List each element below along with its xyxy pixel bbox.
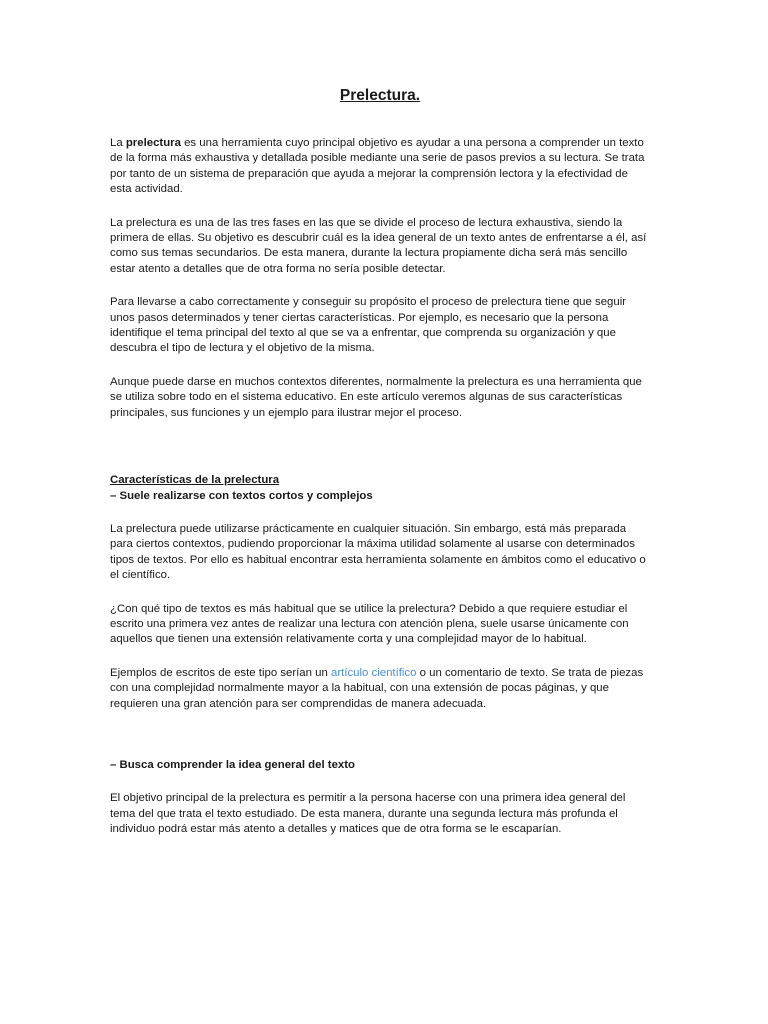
sub1-paragraph-3 [110,666,650,712]
document-page [110,86,650,838]
sub1-p3-rest: o un comentario de texto. Se trata de piezas con una complejidad normalmente mayor a la habitual, con una extensión de pocas páginas, y que requieren una gran atención para ser comprendidas de manera adecuada. [110,666,644,710]
intro-paragraph-1 [110,136,650,198]
intro-paragraph-2: La prelectura es una de las tres fases en las que se divide el proceso de lectura exhaustiva, siendo la primera de ellas. Su objetivo es descubrir cuál es la idea general de un texto antes de enfrentarse a él, así como sus temas secundarios. De esta manera, durante la lectura propiamente dicha será más sencillo estar atento a detalles que de otra forma no sería posible detectar. [110,216,647,275]
intro-p1-rest: es una herramienta cuyo principal objetivo es ayudar a una persona a comprender un texto de la forma más exhaustiva y detallada posible mediante una serie de pasos previos a su lectura. Se trata por tanto de un sistema de preparación que ayuda a mejorar la comprensión lectora y la efectividad de esta actividad. [110,137,645,196]
article-link[interactable]: artículo científico [330,666,417,679]
sub1-paragraph-1: La prelectura puede utilizarse prácticamente en cualquier situación. Sin embargo, está más preparada para ciertos contextos, pudiendo proporcionar la máxima utilidad solamente al usarse con determinados tipos de textos. Por ello es habitual encontrar esta herramienta solamente en ámbitos como el educativo o el científico. [110,522,646,582]
intro-paragraph-3: Para llevarse a cabo correctamente y conseguir su propósito el proceso de prelectura tiene que seguir unos pasos determinados y tener ciertas características. Por ejemplo, es necesario que la persona identifique el tema principal del texto al que se va a enfrentar, que comprenda su organización y que descubra el tipo de lectura y el objetivo de la misma. [110,296,627,355]
sub1-p3-prefix: Ejemplos de escritos de este tipo serían un [110,666,331,679]
intro-p1-bold-term: prelectura [125,137,181,149]
subsection-heading-2: – Busca comprender la idea general del texto [110,758,355,771]
section-heading: Características de la prelectura [110,474,280,487]
subsection-heading-1: – Suele realizarse con textos cortos y complejos [110,489,373,502]
sub1-paragraph-2: ¿Con qué tipo de textos es más habitual que se utilice la prelectura? Debido a que requiere estudiar el escrito una primera vez antes de realizar una lectura con atención plena, suele usarse únicamente con aquellos que tienen una extensión relativamente corta y una complejidad mayor de lo habitual. [110,602,629,646]
page-title: Prelectura. [339,87,421,104]
sub2-paragraph-1: El objetivo principal de la prelectura es permitir a la persona hacerse con una primera idea general del tema del que trata el texto estudiado. De esta manera, durante una segunda lectura más profunda el individuo podrá estar más atento a detalles y matices que de otra forma se le escaparían. [110,792,626,836]
intro-p1-prefix: La [110,137,126,149]
intro-paragraph-4: Aunque puede darse en muchos contextos diferentes, normalmente la prelectura es una herramienta que se utiliza sobre todo en el sistema educativo. En este artículo veremos algunas de sus características principales, sus funciones y un ejemplo para ilustrar mejor el proceso. [110,375,642,419]
